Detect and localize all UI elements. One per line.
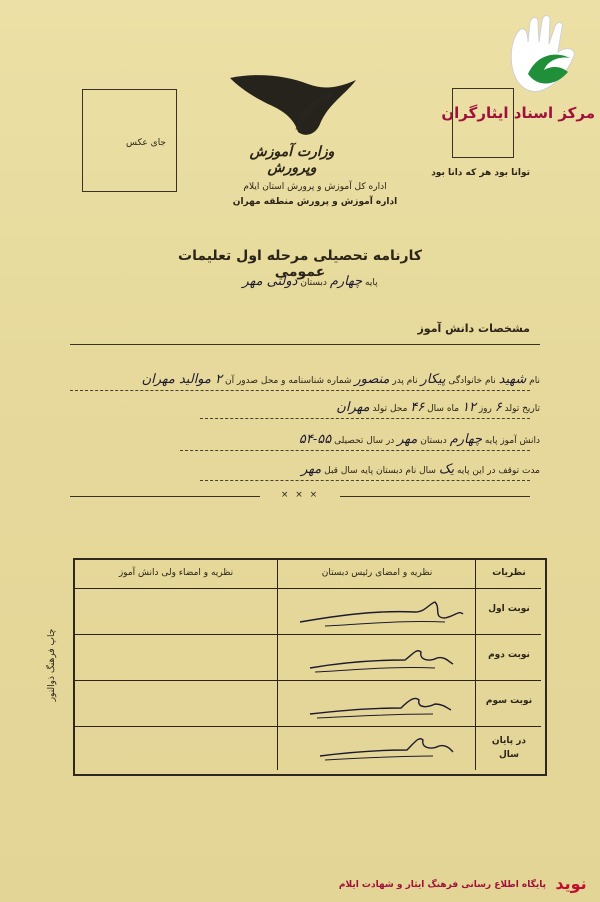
- table-divider-h2: [75, 680, 541, 681]
- table-header-guardian: نظریه و امضاء ولی دانش آموز: [118, 568, 234, 578]
- subtitle-school-label: دبستان: [300, 278, 327, 288]
- family-value: پیکار: [420, 372, 446, 387]
- stay-label: مدت توقف در این پایه: [456, 466, 540, 476]
- table-divider-v1: [475, 560, 476, 770]
- signature-3: [305, 692, 455, 722]
- table-divider-h1: [75, 634, 541, 635]
- separator-marks: × × ×: [280, 490, 320, 500]
- field-row-3: [180, 432, 540, 447]
- father-value: منصور: [354, 372, 390, 387]
- separator-rule-right: [340, 496, 530, 497]
- signature-2: [305, 644, 455, 676]
- subtitle-row: [210, 274, 410, 289]
- prev-school-value: مهر: [301, 462, 322, 477]
- grade-value: چهارم: [449, 432, 483, 447]
- year-label: سال: [427, 404, 444, 414]
- field-row-2: [200, 400, 540, 415]
- header-line-1: اداره کل آموزش و پرورش استان ایلام: [243, 182, 387, 192]
- stay-unit: سال: [419, 466, 436, 476]
- footer-badge: نوید: [555, 874, 587, 893]
- table-divider-h0: [75, 588, 541, 589]
- field-row-1: [60, 372, 540, 387]
- photo-box-right: [452, 88, 514, 158]
- field-row-4: [200, 462, 540, 477]
- side-print-note: چاپ فرهنگ ذوالنور: [47, 628, 57, 702]
- grade-label: دانش آموز پایه: [484, 436, 540, 446]
- motto: توانا بود هر که دانا بود: [431, 168, 530, 178]
- section-rule: [70, 344, 540, 345]
- signature-4: [315, 732, 455, 764]
- subtitle-grade-label: پایه: [365, 278, 378, 288]
- day-label: روز: [478, 404, 492, 414]
- school-year-value: ۵۵-۵۴: [298, 432, 332, 447]
- id-label: شماره شناسنامه و محل صدور آن: [224, 376, 352, 386]
- birth-day-value: ۶: [494, 400, 502, 415]
- table-row-label-1: نوبت اول: [488, 604, 530, 614]
- field-line-1: [70, 390, 530, 391]
- photo-box-left: [82, 89, 177, 192]
- photo-box-label: جای عکس: [125, 138, 166, 148]
- remarks-table: [73, 558, 547, 776]
- school-label: دبستان: [420, 436, 447, 446]
- id-value: ۲ موالید مهران: [141, 372, 223, 387]
- footer-watermark-text: پایگاه اطلاع رسانی فرهنگ ایثار و شهادت ایلام: [338, 880, 546, 890]
- ministry-title: وزارت آموزش وپرورش: [249, 144, 335, 176]
- birth-label: تاریخ تولد: [504, 404, 540, 414]
- table-divider-v2: [277, 560, 278, 770]
- subtitle-school-value: دولتی مهر: [242, 274, 298, 289]
- table-row-label-2: نوبت دوم: [488, 650, 530, 660]
- brand-watermark-text: مرکز اسناد ایثارگران: [441, 104, 595, 122]
- signature-1: [295, 596, 465, 632]
- field-line-2: [200, 418, 530, 419]
- stay-value: یک: [438, 462, 455, 477]
- table-row-label-3: نوبت سوم: [485, 696, 533, 706]
- birth-place-value: مهران: [336, 400, 370, 415]
- month-label: ماه: [446, 404, 460, 414]
- table-row-label-4: در پایان سال: [491, 736, 527, 760]
- document-title: کارنامه تحصیلی مرحله اول تعلیمات عمومی: [178, 248, 422, 280]
- table-header-principal: نظریه و امضای رئیس دبستان: [321, 568, 433, 578]
- prev-school-label: نام دبستان پایه سال قبل: [324, 466, 417, 476]
- name-value: شهید: [498, 372, 527, 387]
- field-line-4: [200, 480, 530, 481]
- birth-month-value: ۱۲: [461, 400, 476, 415]
- father-label: نام پدر: [392, 376, 418, 386]
- table-header-remarks: نظریات: [492, 568, 526, 578]
- family-label: نام خانوادگی: [448, 376, 496, 386]
- table-divider-h3: [75, 726, 541, 727]
- school-value: مهر: [397, 432, 418, 447]
- field-line-3: [180, 450, 530, 451]
- subtitle-grade-value: چهارم: [329, 274, 363, 289]
- separator-rule-left: [70, 496, 260, 497]
- school-year-label: در سال تحصیلی: [334, 436, 395, 446]
- ink-smudge: [228, 70, 358, 140]
- place-label: محل تولد: [372, 404, 408, 414]
- birth-year-value: ۴۶: [410, 400, 425, 415]
- section-title: مشخصات دانش آموز: [417, 322, 530, 335]
- name-label: نام: [529, 376, 540, 386]
- header-line-2: اداره آموزش و پرورش منطقه مهران: [232, 197, 398, 207]
